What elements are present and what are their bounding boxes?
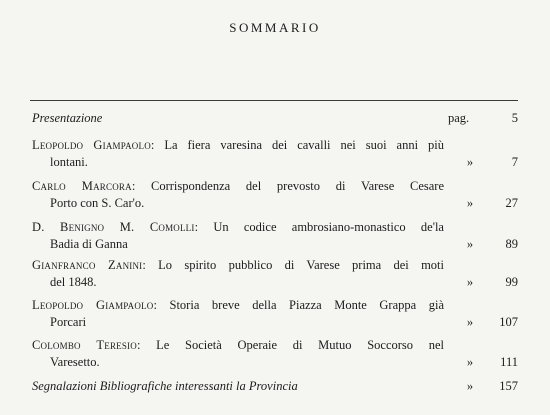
entry-title: : Storia breve della Piazza Monte Grappa già <box>153 298 444 312</box>
entry-author: Colombo Teresio <box>32 338 137 352</box>
page-prefix: pag. <box>448 111 470 125</box>
ditto-mark: » <box>466 315 474 329</box>
entry-title: : Le Società Operaie di Mutuo Soccorso nel <box>136 338 444 352</box>
ditto-mark: » <box>466 155 474 169</box>
entry-title: : Lo spirito pubblico di Varese prima dei moti <box>142 258 444 272</box>
divider <box>30 100 518 101</box>
ditto-mark: » <box>466 379 474 393</box>
ditto-mark: » <box>466 275 474 289</box>
entry-author: Leopoldo Giampaolo <box>32 298 154 312</box>
ditto-mark: » <box>466 237 474 251</box>
entry-author: D. Benigno M. Comolli <box>32 220 195 234</box>
page-title: SOMMARIO <box>229 20 321 35</box>
entry-title-continued: del 1848. <box>50 275 97 289</box>
entry-title-continued: Varesetto. <box>50 355 100 369</box>
entry-title-continued: Porcari <box>50 315 87 329</box>
entry-title-continued: Badia di Ganna <box>50 237 128 251</box>
page-number: 5 <box>511 111 518 125</box>
entry-title: : Corrispondenza del prevosto di Varese Cesare <box>131 179 445 193</box>
entry-title-continued: Porto con S. Car'o. <box>50 196 145 210</box>
entry-title: Presentazione <box>32 111 103 125</box>
ditto-mark: » <box>466 196 474 210</box>
entry-author: Carlo Marcora <box>32 179 132 193</box>
entry-title: Segnalazioni Bibliografiche interessanti la Provincia <box>32 379 298 393</box>
page-number: 99 <box>505 275 518 289</box>
entry-author: Leopoldo Giampaolo <box>32 138 151 152</box>
entry-title: : La fiera varesina dei cavalli nei suoi anni più <box>150 138 444 152</box>
page-number: 107 <box>499 315 518 329</box>
page-number: 7 <box>511 155 518 169</box>
page-number: 157 <box>499 379 518 393</box>
entry-title: : Un codice ambrosiano-monastico de'la <box>194 220 444 234</box>
page-number: 27 <box>505 196 518 210</box>
page-number: 89 <box>505 237 518 251</box>
entry-title-continued: lontani. <box>50 155 88 169</box>
page-number: 111 <box>500 355 518 369</box>
ditto-mark: » <box>466 355 474 369</box>
entry-author: Gianfranco Zanini <box>32 258 143 272</box>
